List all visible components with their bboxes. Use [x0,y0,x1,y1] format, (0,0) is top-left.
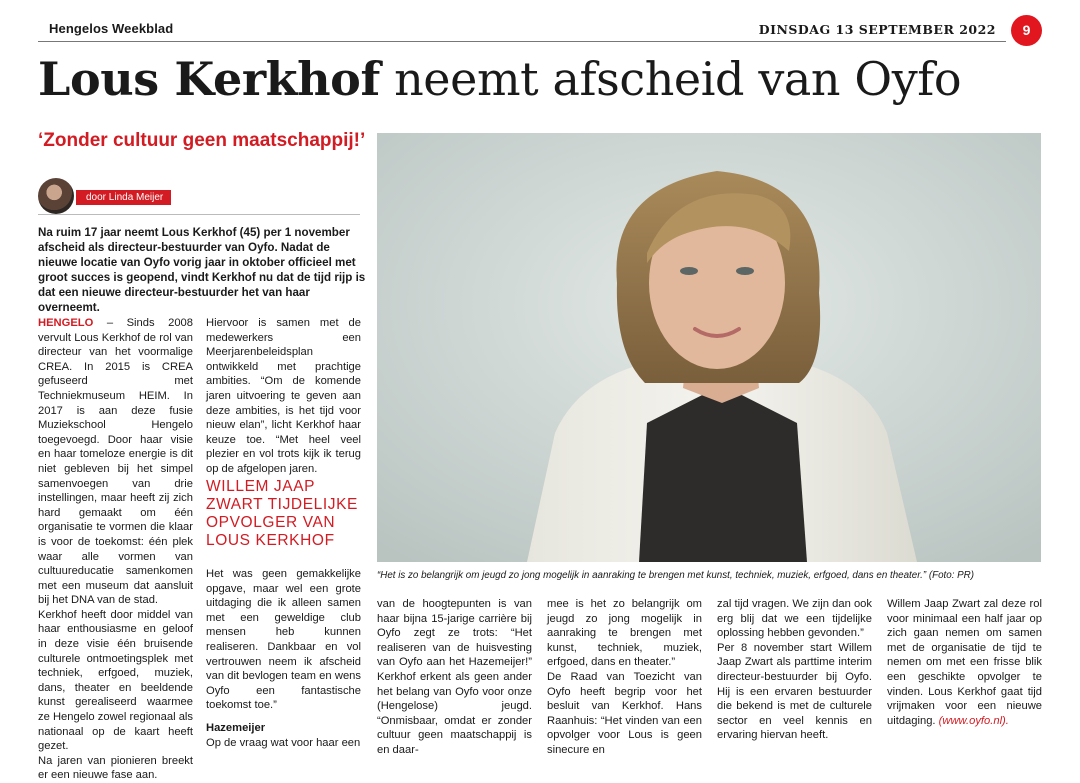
paragraph: Kerkhof heeft door middel van haar enthousiasme en geloof in deze visie één bruisende culturele ontmoetingsplek met techniek, erfgoed, muziek, dans, theater en beeldende kunst gerealiseerd waarmee ze Hengelo zowel regionaal als nationaal op de kaart heeft gezet. [38,608,193,753]
column-5 [717,597,872,743]
paragraph: Het was geen gemakkelijke opgave, maar wel een grote uitdaging die ik alleen samen met een geweldige club mensen heb kunnen realiseren. Dankbaar en vol vertrouwen neem ik afscheid van dit bevlogen team en wens Oyfo een fantastische toekomst toe.” [206,568,361,712]
author-name: door Linda Meijer [76,190,171,205]
paragraph: zal tijd vragen. We zijn dan ook erg blij dat we een tijdelijke oplossing hebben gevonden.” [717,598,872,640]
portrait-photo [377,133,1041,562]
column-6 [887,597,1042,728]
paragraph: Willem Jaap Zwart zal deze rol voor minimaal een half jaar op zich gaan nemen om samen met de organisatie de tijd te nemen om met een frisse blik een geschikte opvolger te vinden. Lous Kerkhof gaat tijd vrijmaken voor een nieuwe uitdaging. [887,598,1042,727]
headline-rest: neemt afscheid van Oyfo [394,52,962,106]
column-4 [547,597,702,758]
website-link[interactable]: (www.oyfo.nl). [938,714,1009,727]
subtitle-quote: ‘Zonder cultuur geen maatschappij!’ [38,130,366,151]
issue-date: DINSDAG 13 SEPTEMBER 2022 [758,22,996,37]
paper-name: Hengelos Weekblad [49,21,174,36]
paragraph: van de hoogtepunten is van haar bijna 15-jarige carrière bij Oyfo zegt ze trots: “Het realiseren van de huisvesting van Oyfo aan het Hazemeijer!” Kerkhof erkent als geen ander het belang van Oyfo voor onze (Hengelose) jeugd. “Onmisbaar, omdat er zonder cultuur geen maatschappij is en daar- [377,598,532,756]
header-rule [38,41,1006,42]
paragraph: – Sinds 2008 vervult Lous Kerkhof de rol van directeur van het voormalige CREA. In 2015 is CREA gefuseerd met Techniekmuseum HEIM. In 2017 is aan deze fusie Muziekschool Hengelo toegevoegd. Door haar visie en haar tomeloze energie is dit niet gebleven bij het simpel samenvoegen van drie instellingen, maar heeft zij zich hard gemaakt om één organisatie te vormen die klaar is voor de toekomst: één plek waar alle vormen van cultuureducatie samenkomen met een museum dat aansluit bij het DNA van de stad. [38,317,193,607]
column-2 [206,316,361,477]
photo-caption: “Het is zo belangrijk om jeugd zo jong mogelijk in aanraking te brengen met kunst, techniek, muziek, erfgoed, dans en theater.” (Foto: PR) [377,570,975,581]
paragraph: Na jaren van pionieren breekt er een nieuwe fase aan. [38,754,193,782]
headline-name: Lous Kerkhof [38,52,380,106]
pull-quote: WILLEM JAAP ZWART TIJDELIJKE OPVOLGER VAN LOUS KERKHOF [206,478,358,549]
subheading: Hazemeijer [206,721,266,734]
column-2-continued [206,567,361,750]
paragraph: Op de vraag wat voor haar een [206,736,361,749]
paragraph: De Raad van Toezicht van Oyfo heeft begrip voor het besluit van Kerkhof. Hans Raanhuis: “Het vinden van een opvolger voor Lous is geen sinecure en [547,670,702,756]
page-number-badge: 9 [1011,15,1042,46]
paragraph: Hiervoor is samen met de medewerkers een Meerjarenbeleidsplan ontwikkeld met prachtige ambities. “Om de komende jaren uitvoering te geven aan deze ambities, is het tijd voor nieuw elan”, licht Kerkhof haar keuze toe. “Met heel veel plezier en vol trots kijk ik terug op de afgelopen jaren. [206,317,361,475]
lead-paragraph: Na ruim 17 jaar neemt Lous Kerkhof (45) per 1 november afscheid als directeur-bestuurder van Oyfo. Nadat de nieuwe locatie van Oyfo vorig jaar in oktober officieel met groot succes is geopend, vindt Kerkhof nu dat de tijd rijp is dat een nieuwe directeur-bestuurder het van haar overneemt. [38,226,366,314]
author-avatar [38,178,74,214]
paragraph: mee is het zo belangrijk om jeugd zo jong mogelijk in aanraking te brengen met kunst, techniek, muziek, erfgoed, dans en theater.” [547,598,702,669]
dateline: HENGELO [38,317,94,329]
column-3 [377,597,532,758]
headline [38,52,961,106]
byline-divider [38,214,360,215]
column-1 [38,316,193,783]
paragraph: Per 8 november start Willem Jaap Zwart als parttime interim directeur-bestuurder bij Oyfo. Hij is een ervaren bestuurder die bekend is met de culturele sector en veel kennis en ervaring hiervan heeft. [717,641,872,742]
